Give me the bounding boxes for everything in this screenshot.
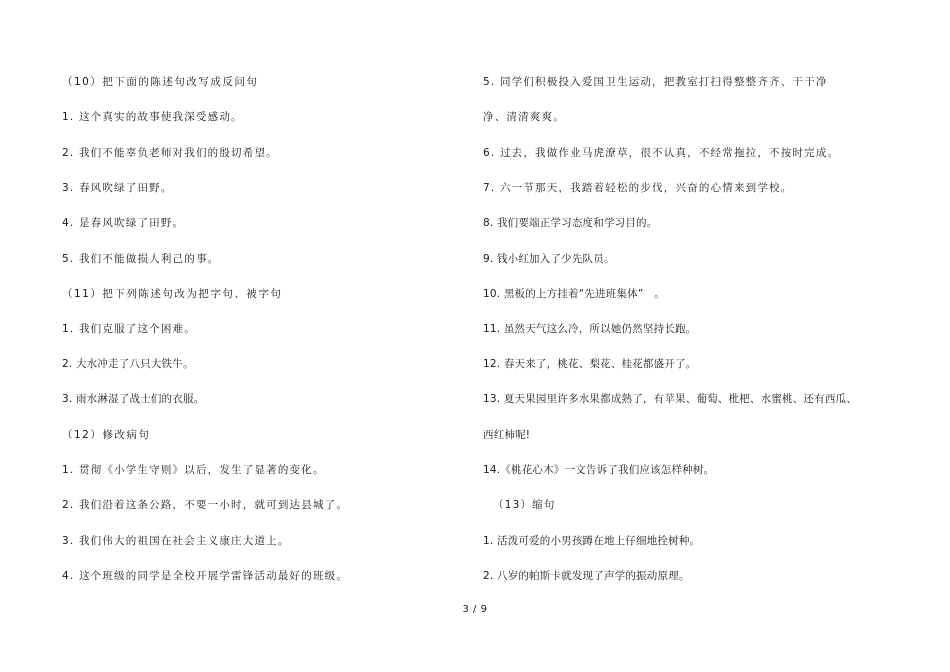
exercise-line: 2. 我们沿着这条公路，不要一小时，就可到达县城了。 (62, 499, 349, 511)
exercise-line: 5. 我们不能做损人利己的事。 (62, 253, 220, 265)
exercise-line: 9. 钱小红加入了少先队员。 (483, 253, 615, 265)
exercise-line: 6. 过去，我做作业马虎潦草，很不认真，不经常拖拉，不按时完成。 (483, 147, 840, 159)
exercise-line: 12. 春天来了，桃花、梨花、桂花都盛开了。 (483, 358, 697, 370)
page-number: 3 / 9 (462, 604, 488, 615)
exercise-line: 3. 雨水淋湿了战士们的衣服。 (62, 393, 205, 405)
exercise-line: 4. 这个班级的同学是全校开展学雷锋活动最好的班级。 (62, 570, 349, 582)
section-heading-13: （13）缩句 (493, 499, 556, 511)
section-heading-10: （10）把下面的陈述句改写成反问句 (62, 76, 259, 88)
exercise-line: 2. 我们不能辜负老师对我们的殷切希望。 (62, 147, 278, 159)
exercise-line: 1. 贯彻《小学生守则》以后，发生了显著的变化。 (62, 464, 325, 476)
exercise-line: 5. 同学们积极投入爱国卫生运动，把教室打扫得整整齐齐、干干净 (483, 76, 828, 88)
exercise-line: 7. 六一节那天，我踏着轻松的步伐，兴奋的心情来到学校。 (483, 182, 793, 194)
exercise-line: 2. 大水冲走了八只大铁牛。 (62, 358, 194, 370)
exercise-line: 1. 我们克服了这个困难。 (62, 323, 196, 335)
exercise-line: 13. 夏天果园里许多水果都成熟了，有苹果、葡萄、枇杷、水蜜桃、还有西瓜、 (483, 393, 857, 405)
exercise-line: 西红柿呢! (483, 429, 531, 441)
exercise-line: 8. 我们要端正学习态度和学习目的。 (483, 217, 658, 229)
exercise-line: 11. 虽然天气这么冷，所以她仍然坚持长跑。 (483, 323, 697, 335)
section-heading-11: （11）把下列陈述句改为把字句、被字句 (62, 288, 283, 300)
exercise-line: 2. 八岁的帕斯卡就发现了声学的振动原理。 (483, 570, 690, 582)
exercise-line: 4. 是春风吹绿了田野。 (62, 217, 185, 229)
exercise-line: 10. 黑板的上方挂着“先进班集体” 。 (483, 288, 665, 300)
exercise-line: 1. 活泼可爱的小男孩蹲在地上仔细地拴树种。 (483, 535, 701, 547)
exercise-line: 1. 这个真实的故事使我深受感动。 (62, 111, 243, 123)
exercise-line: 3. 我们伟大的祖国在社会主义康庄大道上。 (62, 535, 290, 547)
exercise-line: 净、清清爽爽。 (483, 111, 565, 123)
exercise-line: 14.《桃花心木》一文告诉了我们应该怎样种树。 (483, 464, 715, 476)
exercise-line: 3. 春风吹绿了田野。 (62, 182, 173, 194)
section-heading-12: （12）修改病句 (62, 429, 151, 441)
